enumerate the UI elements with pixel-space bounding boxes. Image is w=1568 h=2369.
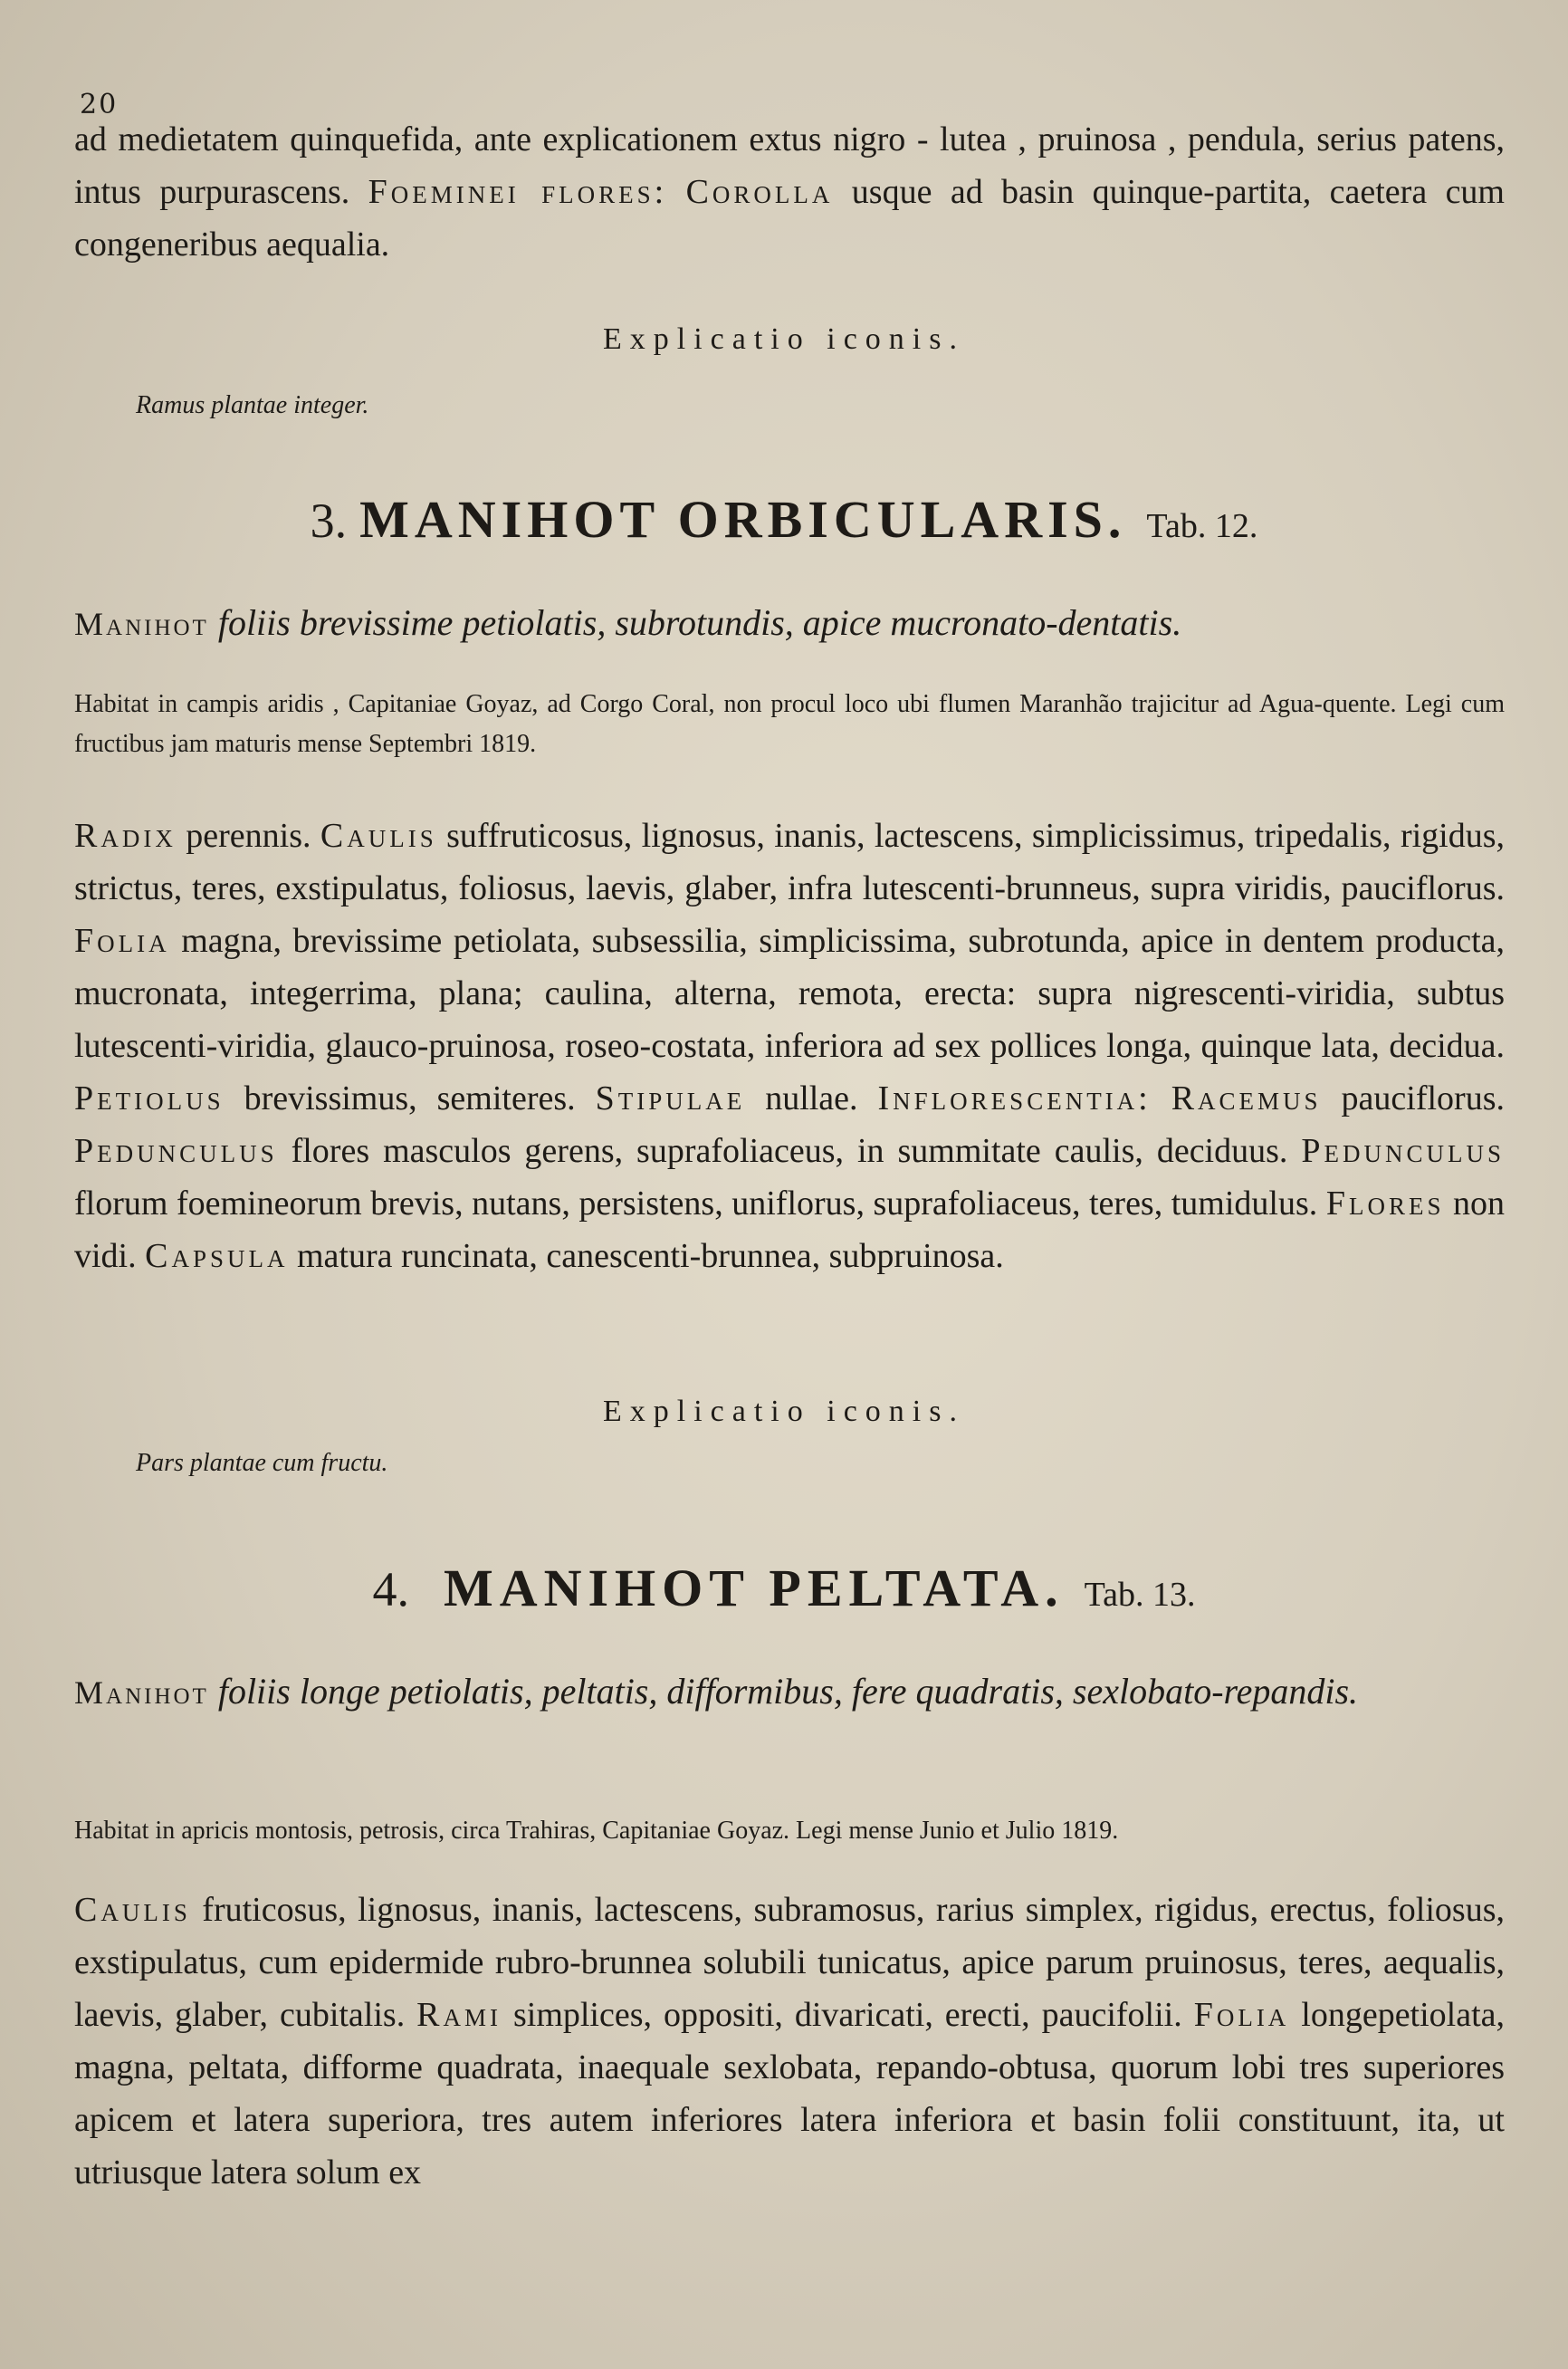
explicatio-heading-2: Explicatio iconis. bbox=[603, 1395, 965, 1428]
text-flores: non vidi. bbox=[74, 1184, 1506, 1275]
text-rami: simplices, oppositi, divaricati, erecti, paucifolii. bbox=[512, 1996, 1182, 2034]
intro-paragraph bbox=[74, 113, 1505, 271]
text-capsula: matura runcinata, canescenti-brunnea, subpruinosa. bbox=[297, 1237, 1004, 1275]
intro-label-1: Foeminei flores: bbox=[368, 173, 668, 211]
term-racemus: Racemus bbox=[1171, 1079, 1322, 1117]
term-rami: Rami bbox=[416, 1996, 502, 2034]
species-description-3 bbox=[74, 810, 1505, 1282]
term-inflorescentia: Inflorescentia: bbox=[877, 1079, 1152, 1117]
intro-text-1: ad medietatem quinquefida, ante explicationem extus nigro - lutea , pruinosa , pendula, serius patens, intus purpurascens. bbox=[74, 120, 1505, 211]
term-caulis: Caulis bbox=[74, 1891, 191, 1929]
figure-caption-2: Pars plantae cum fructu. bbox=[136, 1449, 388, 1477]
text-racemus: pauciflorus. bbox=[1341, 1079, 1505, 1117]
text-radix: perennis. bbox=[186, 817, 311, 855]
habitat-note-4: Habitat in apricis montosis, petrosis, circa Trahiras, Capitaniae Goyaz. Legi mense Junio et Julio 1819. bbox=[74, 1817, 1119, 1845]
term-caulis: Caulis bbox=[320, 817, 437, 855]
text-folia: longepetiolata, magna, peltata, difforme quadrata, inaequale sexlobata, repando-obtusa, quorum lobi tres superiores apicem et latera superiora, tres autem inferiores latera inferiora et basin folii constituunt, ita, ut utriusque latera solum ex bbox=[74, 1996, 1506, 2192]
intro-label-2: Corolla bbox=[685, 173, 834, 211]
diagnosis-genus: Manihot bbox=[74, 606, 209, 642]
species-number: 3. bbox=[310, 494, 348, 548]
text-pedunculus-2: florum foemineorum brevis, nutans, persistens, uniflorus, suprafoliaceus, teres, tumidulus. bbox=[74, 1184, 1318, 1223]
term-petiolus: Petiolus bbox=[74, 1079, 225, 1117]
species-diagnosis-3 bbox=[74, 598, 1505, 649]
species-diagnosis-4 bbox=[74, 1666, 1505, 1718]
figure-caption-1: Ramus plantae integer. bbox=[136, 391, 369, 419]
species-description-4 bbox=[74, 1884, 1505, 2199]
term-radix: Radix bbox=[74, 817, 177, 855]
intro-text-2: usque ad basin quinque-partita, caetera cum congeneribus aequalia. bbox=[74, 173, 1505, 264]
term-pedunculus-2: Pedunculus bbox=[1301, 1132, 1505, 1170]
species-heading-3 bbox=[0, 489, 1568, 550]
species-number: 4. bbox=[372, 1562, 409, 1616]
text-pedunculus-1: flores masculos gerens, suprafoliaceus, in summitate caulis, deciduus. bbox=[291, 1132, 1288, 1170]
term-folia: Folia bbox=[1193, 1996, 1290, 2034]
diagnosis-text: foliis brevissime petiolatis, subrotundis, apice mucronato-dentatis. bbox=[217, 602, 1182, 643]
page-number: 20 bbox=[80, 89, 119, 120]
text-caulis: suffruticosus, lignosus, inanis, lactescens, simplicissimus, tripedalis, rigidus, strictus, teres, exstipulatus, foliosus, laevis, glaber, infra lutescenti-brunneus, supra viridis, pauciflorus. bbox=[74, 817, 1506, 907]
text-folia: magna, brevissime petiolata, subsessilia, simplicissima, subrotunda, apice in dentem producta, mucronata, integerrima, plana; caulina, alterna, remota, erecta: supra nigrescenti-viridia, subtus lutescenti-viridia, glauco-pruinosa, roseo-costata, inferiora ad sex pollices longa, quinque lata, decidua. bbox=[74, 922, 1506, 1065]
plate-reference: Tab. 13. bbox=[1084, 1576, 1196, 1614]
term-pedunculus-1: Pedunculus bbox=[74, 1132, 278, 1170]
species-name: MANIHOT ORBICULARIS. bbox=[359, 490, 1127, 549]
text-caulis: fruticosus, lignosus, inanis, lactescens, subramosus, rarius simplex, rigidus, erectus, foliosus, exstipulatus, cum epidermide rubro-brunnea solubili tunicatus, apice parum pruinosus, teres, aequalis, laevis, glaber, cubitalis. bbox=[74, 1891, 1505, 2034]
explicatio-heading-1: Explicatio iconis. bbox=[603, 322, 965, 356]
term-stipulae: Stipulae bbox=[595, 1079, 746, 1117]
diagnosis-text: foliis longe petiolatis, peltatis, difformibus, fere quadratis, sexlobato-repandis. bbox=[217, 1671, 1359, 1712]
species-heading-4 bbox=[0, 1558, 1568, 1618]
term-flores: Flores bbox=[1325, 1184, 1445, 1223]
term-capsula: Capsula bbox=[145, 1237, 289, 1275]
diagnosis-genus: Manihot bbox=[74, 1674, 209, 1711]
term-folia: Folia bbox=[74, 922, 170, 960]
species-name: MANIHOT PELTATA. bbox=[443, 1559, 1065, 1617]
text-petiolus: brevissimus, semiteres. bbox=[244, 1079, 576, 1117]
text-stipulae: nullae. bbox=[765, 1079, 858, 1117]
habitat-note-3: Habitat in campis aridis , Capitaniae Goyaz, ad Corgo Coral, non procul loco ubi flumen Maranhão trajicitur ad Agua-quente. Legi cum fructibus jam maturis mense Septembri 1819. bbox=[74, 690, 1505, 758]
plate-reference: Tab. 12. bbox=[1146, 507, 1258, 545]
